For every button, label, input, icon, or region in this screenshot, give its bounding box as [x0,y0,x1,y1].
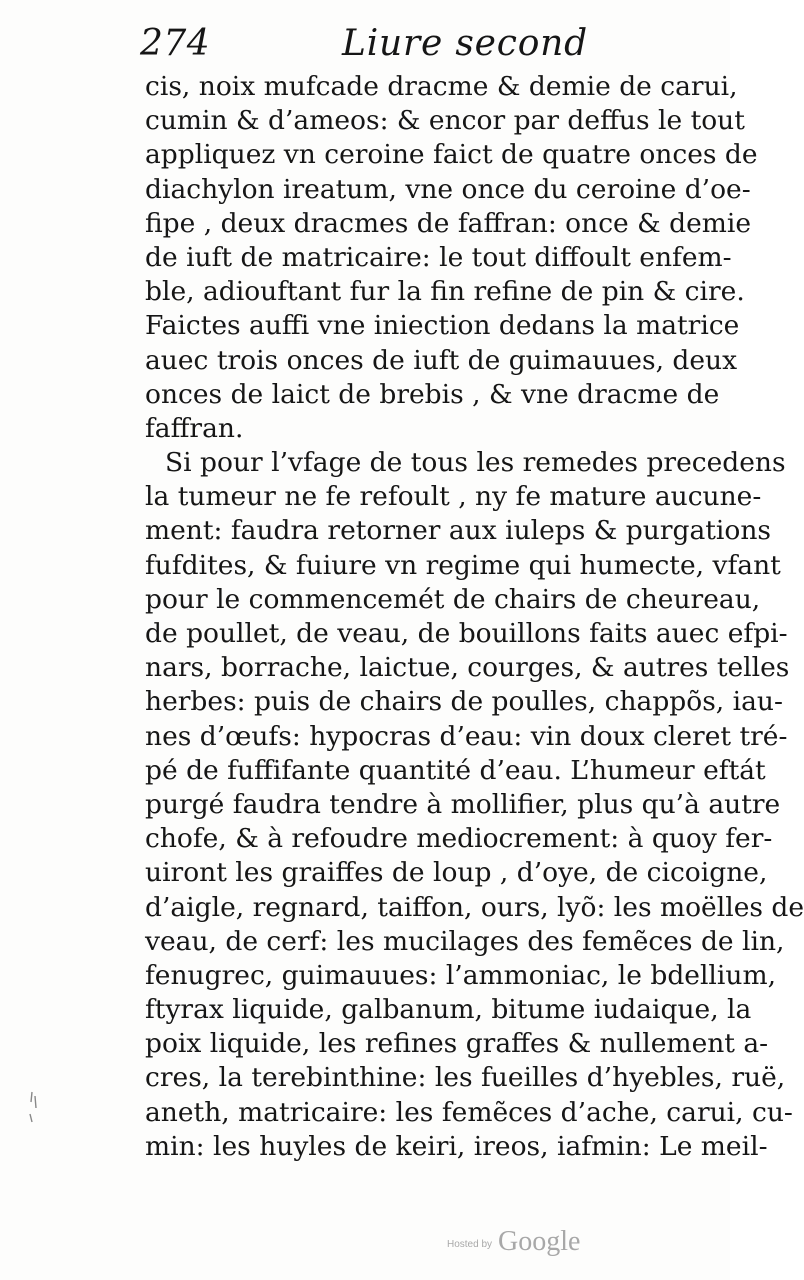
text-line: de poullet, de veau, de bouillons faits auec efpi- [145,618,788,649]
text-line: poix liquide, les refines graffes & nullement a- [145,1028,769,1060]
text-line: aneth, matricaire: les femẽces d’ache, carui, cu- [145,1096,793,1128]
text-line: appliquez vn ceroine faict de quatre onces de [145,139,758,171]
text-line: cis, noix mufcade dracme & demie de carui, [145,71,738,102]
text-line: ment: faudra retorner aux iuleps & purgations [145,515,772,547]
text-line: fufdites, & fuiure vn regime qui humecte, vfant [145,549,781,581]
text-line: ble, adiouftant fur la fin refine de pin & cire. [145,276,745,308]
text-line: auec trois onces de iuft de guimauues, deux [145,344,738,376]
text-line: cres, la terebinthine: les fueilles d’hyebles, ruë, [145,1062,786,1094]
text-line: onces de laict de brebis , & vne dracme de [145,378,720,410]
text-line: veau, de cerf: les mucilages des femẽces de lin, [145,925,785,957]
text-line: diachylon ireatum, vne once du ceroine d’oe- [145,173,751,205]
page-header [140,18,700,70]
text-line: ftyrax liquide, galbanum, bitume iudaique, la [145,994,752,1026]
text-line: chofe, & à refoudre mediocrement: à quoy fer- [145,823,773,855]
google-logo [498,1224,594,1258]
hosted-by-google-watermark [447,1218,607,1258]
scan-speck-mark [26,1088,46,1126]
text-line: herbes: puis de chairs de poulles, chappõs, iau- [145,686,783,718]
text-line: Faictes auffi vne iniection dedans la matrice [145,310,740,342]
text-line: nes d’œufs: hypocras d’eau: vin doux cleret tré- [145,720,788,752]
text-line: min: les huyles de keiri, ireos, iafmin: Le meil- [145,1130,768,1162]
text-line: uiront les graiffes de loup , d’oye, de cicoigne, [145,857,768,889]
text-line: d’aigle, regnard, taiffon, ours, lyõ: les moëlles de [145,891,804,923]
text-line: pé de fuffifante quantité d’eau. L’humeur eftát [145,754,766,786]
text-line: nars, borrache, laictue, courges, & autres telles [145,652,790,684]
hosted-by-label: Hosted by [447,1239,493,1250]
text-line: cumin & d’ameos: & encor par deffus le tout [145,105,745,137]
text-line: la tumeur ne fe refoult , ny fe mature aucune- [145,481,762,513]
text-line: fenugrec, guimauues: l’ammoniac, le bdellium, [145,959,777,991]
text-line: de iuft de matricaire: le tout diffoult enfem- [145,241,732,273]
text-line: fipe , deux dracmes de faffran: once & demie [145,207,752,239]
text-line: faffran. [145,412,244,444]
paragraph-start-line: Si pour l’vfage de tous les remedes precedens [165,447,786,479]
page-number: 274 [140,23,211,64]
google-logo-text: Google [498,1226,581,1257]
running-head: Liure second [342,23,589,64]
text-line: purgé faudra tendre à mollifier, plus qu’à autre [145,788,781,820]
body-text [145,70,804,1164]
text-line: pour le commencemét de chairs de cheureau, [145,583,761,615]
